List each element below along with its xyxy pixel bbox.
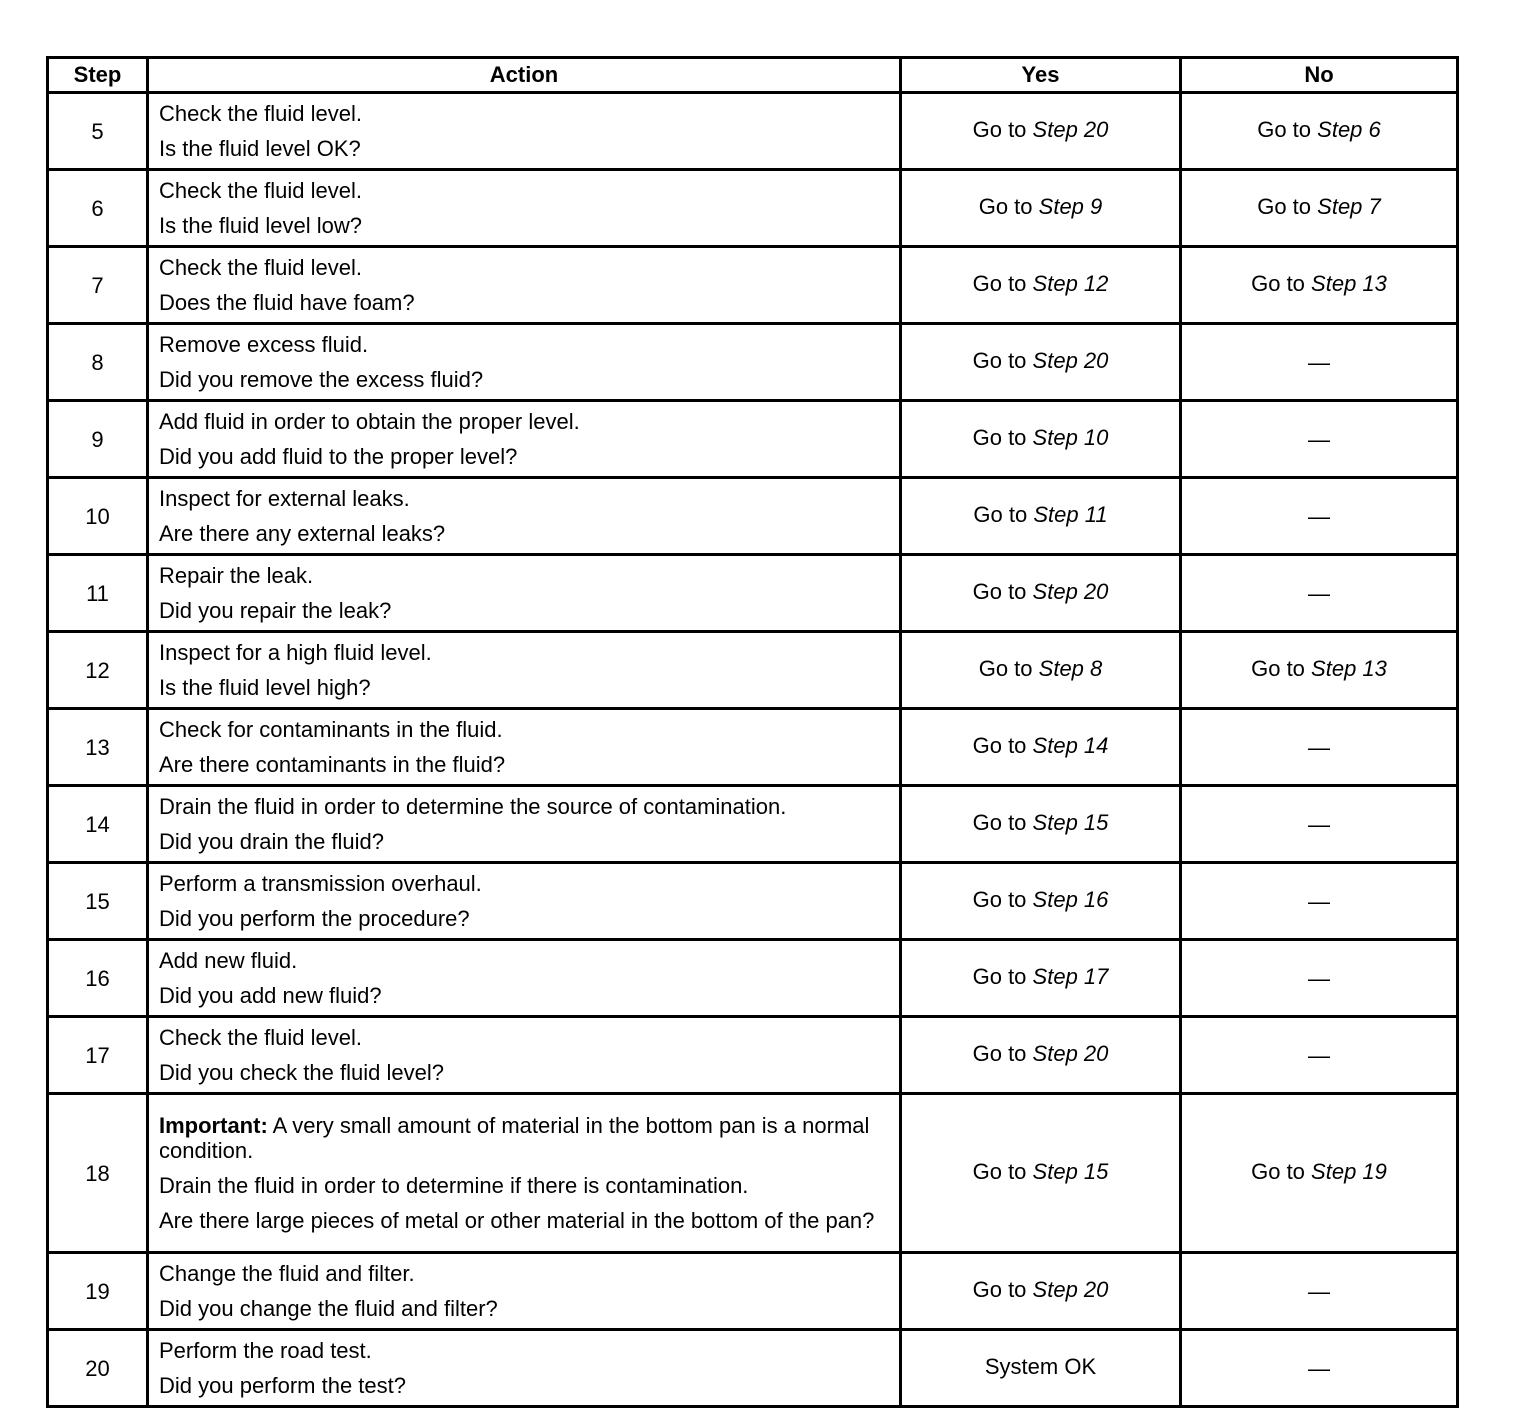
table-row <box>48 247 1458 324</box>
table-row <box>48 786 1458 863</box>
step-ref: Step 13 <box>1311 656 1387 681</box>
no-result-dash: — <box>1308 580 1330 606</box>
no-result <box>1181 555 1458 632</box>
step-number: 14 <box>48 786 148 863</box>
header-action: Action <box>148 58 901 93</box>
goto-prefix: Go to <box>972 579 1027 604</box>
action-question: Is the fluid level high? <box>159 675 371 700</box>
header-yes: Yes <box>901 58 1181 93</box>
step-ref: Step 7 <box>1317 194 1381 219</box>
action-question: Did you check the fluid level? <box>159 1060 444 1085</box>
step-number: 16 <box>48 940 148 1017</box>
table-row <box>48 478 1458 555</box>
action-instruction: Check for contaminants in the fluid. <box>159 717 503 742</box>
action-instruction: Check the fluid level. <box>159 178 362 203</box>
table-body <box>48 93 1458 1407</box>
header-step: Step <box>48 58 148 93</box>
step-ref: Step 6 <box>1317 117 1381 142</box>
table-header-row <box>48 58 1458 93</box>
important-label: Important: <box>159 1113 268 1138</box>
table-row <box>48 555 1458 632</box>
action-cell <box>148 1017 901 1094</box>
yes-result <box>901 786 1181 863</box>
no-result-dash: — <box>1308 811 1330 837</box>
goto-prefix: Go to <box>1257 117 1312 142</box>
diagnostic-table <box>46 56 1459 1408</box>
goto-prefix: Go to <box>972 1277 1027 1302</box>
table-row <box>48 170 1458 247</box>
important-note <box>159 1113 889 1163</box>
action-instruction: Remove excess fluid. <box>159 332 369 357</box>
header-no: No <box>1181 58 1458 93</box>
step-number: 13 <box>48 709 148 786</box>
no-result <box>1181 786 1458 863</box>
table-row <box>48 401 1458 478</box>
no-result-dash: — <box>1308 1355 1330 1381</box>
no-result <box>1181 401 1458 478</box>
action-question: Did you remove the excess fluid? <box>159 367 484 392</box>
action-question: Did you add fluid to the proper level? <box>159 444 518 469</box>
action-question: Are there contaminants in the fluid? <box>159 752 506 777</box>
action-question: Did you repair the leak? <box>159 598 392 623</box>
step-ref: Step 19 <box>1311 1159 1387 1184</box>
goto-prefix: Go to <box>972 348 1027 373</box>
yes-result <box>901 709 1181 786</box>
step-number: 15 <box>48 863 148 940</box>
action-cell <box>148 478 901 555</box>
step-number: 10 <box>48 478 148 555</box>
action-cell <box>148 93 901 170</box>
step-number: 20 <box>48 1330 148 1407</box>
yes-result <box>901 93 1181 170</box>
action-question: Does the fluid have foam? <box>159 290 415 315</box>
table-row <box>48 93 1458 170</box>
action-question: Did you change the fluid and filter? <box>159 1296 498 1321</box>
table-row <box>48 940 1458 1017</box>
no-result-dash: — <box>1308 965 1330 991</box>
no-result <box>1181 1017 1458 1094</box>
action-instruction: Perform the road test. <box>159 1338 372 1363</box>
goto-prefix: Go to <box>1251 656 1305 681</box>
no-result-dash: — <box>1308 503 1330 529</box>
action-question: Did you perform the test? <box>159 1373 407 1398</box>
no-result <box>1181 1253 1458 1330</box>
yes-result <box>901 324 1181 401</box>
table-row <box>48 863 1458 940</box>
step-ref: Step 15 <box>1032 810 1109 835</box>
goto-prefix: Go to <box>972 117 1027 142</box>
action-instruction: Check the fluid level. <box>159 1025 362 1050</box>
yes-result <box>901 555 1181 632</box>
no-result-dash: — <box>1308 1042 1330 1068</box>
step-number: 12 <box>48 632 148 709</box>
step-ref: Step 16 <box>1032 887 1109 912</box>
action-instruction: Inspect for external leaks. <box>159 486 410 511</box>
yes-result <box>901 632 1181 709</box>
no-result <box>1181 170 1458 247</box>
table-row <box>48 1253 1458 1330</box>
action-cell <box>148 940 901 1017</box>
action-question: Are there large pieces of metal or other material in the bottom of the pan? <box>159 1208 875 1233</box>
goto-prefix: Go to <box>972 1041 1027 1066</box>
action-instruction: Check the fluid level. <box>159 255 362 280</box>
action-instruction: Inspect for a high fluid level. <box>159 640 432 665</box>
step-ref: Step 8 <box>1038 656 1103 681</box>
action-question: Is the fluid level low? <box>159 213 362 238</box>
no-result <box>1181 709 1458 786</box>
no-result-dash: — <box>1308 734 1330 760</box>
goto-prefix: Go to <box>973 502 1028 527</box>
goto-prefix: Go to <box>978 656 1033 681</box>
table-row <box>48 1017 1458 1094</box>
goto-prefix: Go to <box>1251 271 1305 296</box>
result-text: System OK <box>984 1354 1097 1379</box>
action-cell <box>148 709 901 786</box>
step-number: 5 <box>48 93 148 170</box>
yes-result <box>901 863 1181 940</box>
step-ref: Step 11 <box>1033 502 1108 527</box>
yes-result <box>901 401 1181 478</box>
action-instruction: Drain the fluid in order to determine the source of contamination. <box>159 794 787 819</box>
action-instruction: Add new fluid. <box>159 948 298 973</box>
action-cell <box>148 401 901 478</box>
goto-prefix: Go to <box>1251 1159 1305 1184</box>
no-result <box>1181 478 1458 555</box>
step-ref: Step 17 <box>1032 964 1109 989</box>
step-number: 19 <box>48 1253 148 1330</box>
yes-result <box>901 1094 1181 1253</box>
action-cell <box>148 786 901 863</box>
step-number: 9 <box>48 401 148 478</box>
action-instruction: Drain the fluid in order to determine if there is contamination. <box>159 1173 749 1198</box>
action-question: Is the fluid level OK? <box>159 136 361 161</box>
yes-result <box>901 940 1181 1017</box>
no-result <box>1181 1330 1458 1407</box>
step-ref: Step 12 <box>1032 271 1109 296</box>
step-ref: Step 14 <box>1032 733 1109 758</box>
important-text: A very small amount of material in the bottom pan is a normal condition. <box>159 1113 870 1163</box>
action-instruction: Add fluid in order to obtain the proper level. <box>159 409 580 434</box>
action-cell <box>148 632 901 709</box>
no-result <box>1181 1094 1458 1253</box>
goto-prefix: Go to <box>1257 194 1312 219</box>
action-question: Did you perform the procedure? <box>159 906 470 931</box>
action-question: Are there any external leaks? <box>159 521 446 546</box>
action-cell <box>148 1330 901 1407</box>
action-cell <box>148 247 901 324</box>
table-row <box>48 709 1458 786</box>
goto-prefix: Go to <box>972 271 1027 296</box>
step-ref: Step 20 <box>1032 117 1109 142</box>
no-result-dash: — <box>1308 426 1330 452</box>
goto-prefix: Go to <box>972 425 1027 450</box>
table-row <box>48 1330 1458 1407</box>
step-number: 8 <box>48 324 148 401</box>
step-number: 18 <box>48 1094 148 1253</box>
table-row <box>48 324 1458 401</box>
no-result <box>1181 324 1458 401</box>
action-question: Did you drain the fluid? <box>159 829 385 854</box>
no-result-dash: — <box>1308 1278 1330 1304</box>
step-number: 17 <box>48 1017 148 1094</box>
goto-prefix: Go to <box>972 1159 1027 1184</box>
goto-prefix: Go to <box>978 194 1033 219</box>
yes-result <box>901 1253 1181 1330</box>
goto-prefix: Go to <box>972 733 1027 758</box>
yes-result <box>901 478 1181 555</box>
no-result <box>1181 940 1458 1017</box>
yes-result <box>901 170 1181 247</box>
action-cell <box>148 324 901 401</box>
action-cell <box>148 1253 901 1330</box>
no-result <box>1181 632 1458 709</box>
no-result <box>1181 93 1458 170</box>
no-result <box>1181 863 1458 940</box>
step-ref: Step 9 <box>1038 194 1103 219</box>
table-row <box>48 1094 1458 1253</box>
action-instruction: Change the fluid and filter. <box>159 1261 415 1286</box>
goto-prefix: Go to <box>972 964 1027 989</box>
action-question: Did you add new fluid? <box>159 983 382 1008</box>
action-instruction: Repair the leak. <box>159 563 314 588</box>
action-cell <box>148 863 901 940</box>
step-ref: Step 20 <box>1032 1041 1109 1066</box>
action-cell <box>148 170 901 247</box>
action-cell <box>148 1094 901 1253</box>
step-ref: Step 15 <box>1032 1159 1109 1184</box>
goto-prefix: Go to <box>972 887 1027 912</box>
step-ref: Step 20 <box>1032 579 1109 604</box>
step-ref: Step 13 <box>1311 271 1387 296</box>
step-number: 7 <box>48 247 148 324</box>
action-cell <box>148 555 901 632</box>
step-ref: Step 20 <box>1032 1277 1109 1302</box>
yes-result <box>901 1017 1181 1094</box>
step-ref: Step 10 <box>1032 425 1109 450</box>
step-number: 11 <box>48 555 148 632</box>
step-ref: Step 20 <box>1032 348 1109 373</box>
no-result-dash: — <box>1308 888 1330 914</box>
action-instruction: Check the fluid level. <box>159 101 362 126</box>
goto-prefix: Go to <box>972 810 1027 835</box>
yes-result <box>901 247 1181 324</box>
step-number: 6 <box>48 170 148 247</box>
action-instruction: Perform a transmission overhaul. <box>159 871 482 896</box>
no-result <box>1181 247 1458 324</box>
no-result-dash: — <box>1308 349 1330 375</box>
table-row <box>48 632 1458 709</box>
yes-result <box>901 1330 1181 1407</box>
